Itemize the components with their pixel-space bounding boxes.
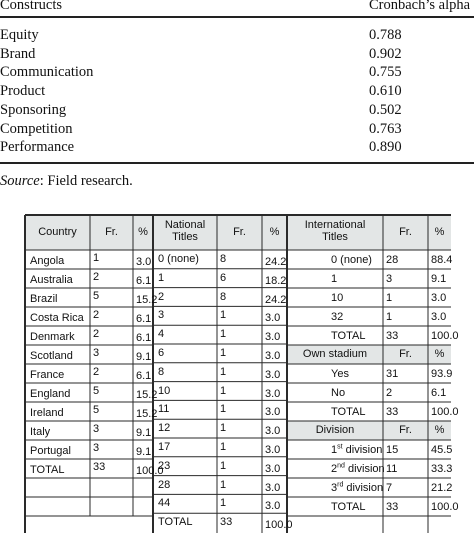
alpha-value: 0.610: [369, 83, 402, 100]
division-freq: 11: [386, 463, 398, 475]
national-freq: 1: [220, 459, 227, 472]
fr-col-header: Fr.: [105, 226, 118, 238]
national-titles-value: 23: [158, 459, 171, 472]
country-pct: 15.2: [136, 408, 158, 420]
division-value: [331, 444, 382, 457]
stadium-pct: 6.1: [431, 387, 447, 399]
source-text: : Field research.: [39, 173, 133, 189]
country-freq: 5: [93, 290, 100, 302]
division-pct: 45.5: [431, 444, 453, 456]
header-rule: [0, 16, 474, 18]
country-name: Portugal: [30, 445, 71, 457]
national-freq: 1: [220, 347, 227, 359]
division-freq: 7: [386, 482, 393, 494]
division-pct: 100.0: [431, 501, 459, 513]
country-pct: 6.1: [136, 370, 152, 382]
country-pct: 9.1: [136, 351, 152, 363]
alpha-header: Cronbach’s alpha: [369, 0, 471, 13]
international-pct: 88.4: [431, 254, 453, 266]
alpha-value: 0.502: [369, 101, 402, 118]
national-titles-value: 17: [158, 441, 171, 453]
international-titles-value: 1: [331, 273, 338, 285]
country-freq: 3: [93, 442, 100, 454]
national-pct: 3.0: [265, 481, 281, 494]
division-number: 1: [331, 444, 338, 456]
national-pct: 100.0: [265, 519, 293, 532]
national-pct: 24.2: [265, 293, 287, 306]
national-titles-value: 8: [158, 365, 165, 378]
construct-name: Product: [0, 83, 46, 100]
national-freq: 1: [220, 328, 227, 341]
national-titles-value: 0 (none): [158, 253, 199, 265]
national-freq: 1: [220, 422, 227, 435]
national-freq: 1: [220, 309, 227, 322]
constructs-header: Constructs: [0, 0, 63, 13]
national-pct: 24.2: [265, 256, 287, 268]
construct-name: Brand: [0, 45, 36, 62]
national-freq: 8: [220, 253, 227, 265]
country-freq: 3: [93, 347, 100, 359]
alpha-value: 0.890: [369, 139, 402, 156]
stadium-freq: 33: [386, 406, 399, 418]
division-value: [331, 482, 383, 495]
country-name: England: [30, 388, 71, 400]
stadium-value: TOTAL: [331, 406, 366, 418]
national-pct: 3.0: [265, 444, 281, 456]
alpha-value: 0.902: [369, 45, 402, 62]
construct-name: Competition: [0, 120, 73, 137]
country-name: TOTAL: [30, 464, 65, 476]
country-pct: 15.2: [136, 389, 158, 401]
division-word: division: [342, 444, 383, 456]
pct-col-header: %: [434, 348, 445, 360]
national-pct: 18.2: [265, 274, 287, 287]
country-name: Italy: [30, 426, 51, 438]
national-titles-value: 2: [158, 290, 165, 303]
national-titles-value: 28: [158, 478, 171, 491]
national-pct: 3.0: [265, 387, 281, 400]
pct-col-header: %: [434, 226, 445, 238]
country-pct: 100.0: [136, 465, 164, 477]
reliability-row: [0, 120, 474, 138]
national-freq: 1: [220, 478, 227, 491]
national-pct: 3.0: [265, 406, 281, 419]
national-col-header: National Titles: [164, 219, 206, 243]
national-freq: 1: [220, 441, 227, 453]
country-pct: 6.1: [136, 275, 152, 287]
international-freq: 1: [386, 292, 393, 304]
international-pct: 3.0: [431, 292, 447, 304]
country-freq: 2: [93, 271, 100, 283]
division-ordinal: st: [337, 443, 343, 451]
country-pct: 9.1: [136, 427, 152, 439]
division-value: [331, 463, 385, 476]
national-pct: 3.0: [265, 312, 281, 325]
international-pct: 9.1: [431, 273, 447, 285]
country-freq: 33: [93, 461, 106, 473]
country-name: France: [30, 369, 65, 381]
country-freq: 1: [93, 252, 100, 264]
division-ordinal: rd: [337, 481, 344, 489]
country-name: Costa Rica: [30, 312, 84, 324]
source-note: [0, 172, 133, 190]
pct-col-header: %: [269, 226, 280, 238]
alpha-value: 0.788: [369, 27, 402, 43]
national-pct: 3.0: [265, 331, 281, 344]
national-titles-value: 3: [158, 309, 165, 322]
international-titles-value: 0 (none): [331, 254, 372, 266]
country-name: Angola: [30, 255, 65, 267]
country-freq: 2: [93, 309, 100, 321]
country-pct: 9.1: [136, 446, 152, 458]
division-number: 2: [331, 463, 338, 475]
national-titles-value: 11: [158, 403, 170, 416]
national-titles-value: 10: [158, 384, 171, 397]
country-name: Denmark: [30, 331, 75, 343]
national-titles-value: 1: [158, 271, 165, 284]
national-pct: 3.0: [265, 425, 281, 438]
reliability-header-row: [0, 0, 474, 14]
construct-name: Communication: [0, 64, 94, 81]
construct-name: Performance: [0, 139, 75, 156]
reliability-row: [0, 26, 474, 44]
international-freq: 33: [386, 330, 399, 342]
country-freq: 2: [93, 366, 100, 378]
international-freq: 1: [386, 311, 393, 323]
international-freq: 3: [386, 273, 393, 285]
national-freq: 1: [220, 497, 227, 510]
national-titles-value: TOTAL: [158, 516, 193, 529]
country-freq: 3: [93, 423, 100, 435]
pct-col-header: %: [434, 424, 445, 436]
division-pct: 33.3: [431, 463, 453, 475]
fr-col-header: Fr.: [233, 226, 246, 238]
national-pct: 3.0: [265, 350, 281, 362]
bottom-rule: [0, 162, 474, 164]
stadium-pct: 100.0: [431, 406, 459, 418]
national-titles-value: 6: [158, 347, 165, 359]
division-ordinal: nd: [337, 462, 345, 470]
country-name: Scotland: [30, 350, 73, 362]
national-freq: 33: [220, 516, 233, 529]
country-col-header: Country: [38, 226, 77, 238]
frequency-grid: [22, 212, 459, 533]
source-label: Source: [0, 173, 40, 189]
division-col-header: Division: [315, 424, 355, 436]
stadium-freq: 31: [386, 368, 399, 380]
stadium-freq: 2: [386, 387, 393, 399]
national-freq: 8: [220, 290, 227, 303]
country-name: Australia: [30, 274, 73, 286]
international-pct: 100.0: [431, 330, 459, 342]
national-titles-value: 12: [158, 422, 171, 435]
national-freq: 1: [220, 365, 227, 378]
reliability-row: [0, 138, 474, 156]
division-word: division: [343, 482, 384, 494]
national-pct: 3.0: [265, 500, 281, 513]
division-word: division: [344, 463, 385, 475]
national-pct: 3.0: [265, 462, 281, 475]
fr-col-header: Fr.: [399, 226, 412, 238]
country-name: Ireland: [30, 407, 64, 419]
international-titles-value: TOTAL: [331, 330, 366, 342]
reliability-row: [0, 63, 474, 81]
international-col-header: International Titles: [304, 219, 366, 243]
stadium-value: No: [331, 387, 346, 399]
national-freq: 1: [220, 384, 227, 397]
pct-col-header: %: [138, 226, 148, 238]
division-pct: 21.2: [431, 482, 453, 494]
stadium-col-header: Own stadium: [302, 348, 368, 360]
national-freq: 6: [220, 271, 227, 284]
country-pct: 6.1: [136, 313, 152, 325]
stadium-pct: 93.9: [431, 368, 453, 380]
country-freq: 2: [93, 328, 100, 340]
international-freq: 28: [386, 254, 399, 266]
country-pct: 15.2: [136, 294, 158, 306]
national-titles-value: 4: [158, 328, 165, 341]
alpha-value: 0.755: [369, 64, 402, 81]
international-pct: 3.0: [431, 311, 447, 323]
international-titles-value: 10: [331, 292, 344, 304]
country-pct: 6.1: [136, 332, 152, 344]
construct-name: Equity: [0, 27, 39, 43]
reliability-row: [0, 101, 474, 119]
stadium-value: Yes: [331, 368, 349, 380]
construct-name: Sponsoring: [0, 101, 67, 118]
reliability-row: [0, 45, 474, 63]
country-freq: 5: [93, 404, 100, 416]
division-number: 3: [331, 482, 338, 494]
national-pct: 3.0: [265, 368, 281, 381]
division-freq: 15: [386, 444, 399, 456]
fr-col-header: Fr.: [399, 348, 412, 360]
international-titles-value: 32: [331, 311, 344, 323]
country-pct: 3.0: [136, 256, 152, 268]
alpha-value: 0.763: [369, 120, 402, 137]
division-value: TOTAL: [331, 501, 366, 513]
fr-col-header: Fr.: [399, 424, 412, 436]
national-titles-value: 44: [158, 497, 171, 510]
country-freq: 5: [93, 385, 100, 397]
national-freq: 1: [220, 403, 227, 416]
reliability-row: [0, 82, 474, 100]
country-name: Brazil: [30, 293, 58, 305]
division-freq: 33: [386, 501, 399, 513]
